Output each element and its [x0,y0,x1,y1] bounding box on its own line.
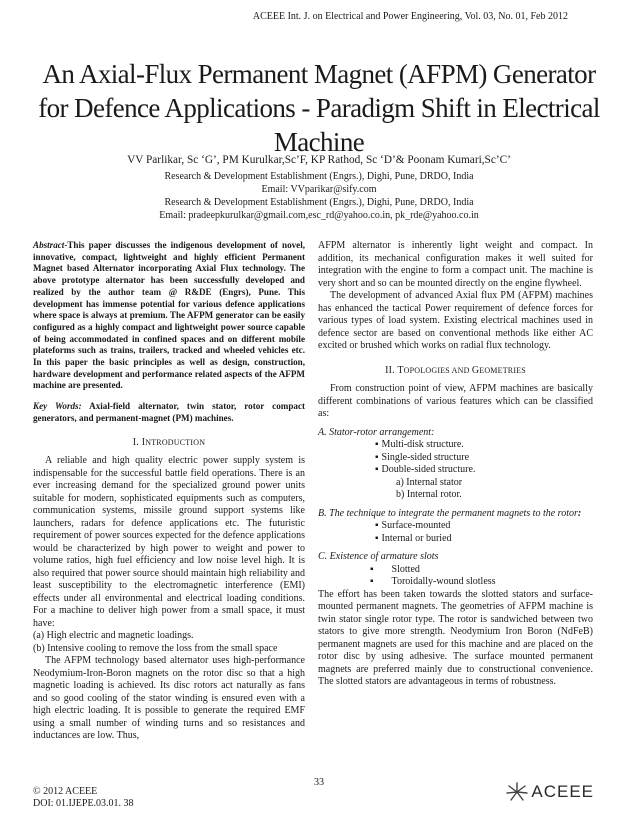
body-paragraph: The development of advanced Axial flux PM (AFPM) machines has enhanced the tactical Power requirement of defence forces for various types of load system. Existing electrical machines used in defence sector are based on conventional methods like either AC excited or brushed which works on radial flux technology. [318,290,593,351]
bullet-item: ▪ Multi-disk structure. [375,439,593,452]
list-item: (a) High electric and magnetic loadings. [33,630,194,642]
subsection-heading-b-colon: : [577,507,582,519]
section-numeral: II. T [385,364,404,376]
aceee-logo [505,781,594,803]
bullet-item: ▪ Slotted [370,564,593,577]
email-2: Email: pradeepkurulkar@gmail.com,esc_rd@yahoo.co.in, pk_rde@yahoo.co.in [159,210,479,221]
subsection-heading-b [318,508,593,521]
section-heading-introduction [33,437,305,450]
section-title: NTRODUCTION [145,437,206,447]
bullet-item: ▪ Internal or buried [375,533,593,546]
keywords-text: Axial-field alternator, twin stator, rotor compact generators, and permanent-magnet (PM) machines. [33,401,306,423]
page-number: 33 [314,777,324,788]
sub-list-item: b) Internal rotor. [396,489,462,500]
abstract-lead: Abstract- [33,240,68,250]
title-line-1: An Axial-Flux Permanent Magnet (AFPM) Generator [42,59,596,89]
logo-text: ACEEE [531,782,594,801]
abstract-text: This paper discusses the indigenous development of novel, innovative, compact, lightweight and highly efficient Permanent Magnet based Alternator incorporating Axial Flux technology. The above prototype alternator has been successfully developed and realized by the author team @ R&DE (Engrs), Pune. This development has immense potential for various defence applications where space is always at premium. The AFPM generator can be easily configured as a highly compact and lightweight power source capable of being accommodated in confined spaces and on different mobile plateforms such as trains, trailers, tracked and wheeled vehicles etc. In this paper the basic principles as well as design, construction, hardware development and performance related aspects of the AFPM machine are presented. [33,240,305,391]
section-title-part: G [471,364,480,376]
email-1: Email: VVparikar@sify.com [261,184,377,195]
title-line-2: for Defence Applications - Paradigm Shift in Electrical [38,93,600,123]
bullet-list-c [370,564,593,589]
bullet-item: ▪ Toroidally-wound slotless [370,576,593,589]
keywords-lead: Key Words: [33,401,82,412]
title-line-3: Machine [273,127,365,157]
affiliation-2: Research & Development Establishment (Engrs.), Dighi, Pune, DRDO, India [164,197,474,208]
section-heading-topologies [318,365,593,378]
body-paragraph: From construction point of view, AFPM machines are basically different combinations of various features which can be classified as: [318,383,593,419]
intro-paragraph-1: A reliable and high quality electric power supply system is indispensable for the successful battle field operations. There is an ever increasing demand for the specialized ground power units suitable for modern, sophisticated equipments such as computers, communication systems, missile ground support systems like launchers, radars for defence applications etc. The futuristic requirement of power sources expected for the defence applications would be characterized by high power to weight and power to volume ratios, high fuel efficiency and low noise level high. It is also required that power source should maintain high reliability and least susceptibility to the electromagnetic interference (EMI) effects under all environmental and electrical loading conditions. For a machine to deliver high power from a small space, it must have: [33,455,305,629]
footer-info [33,786,134,810]
logo-star-icon [505,781,529,803]
paper-title [0,57,638,159]
subsection-heading-a: A. Stator-rotor arrangement: [318,426,435,438]
bullet-item: ▪ Surface-mounted [375,520,593,533]
sub-list-item: a) Internal stator [396,476,463,488]
author-list: VV Parlikar, Sc ‘G’, PM Kurulkar,Sc’F, KP Rathod, Sc ‘D’& Poonam Kumari,Sc’C’ [127,154,511,166]
body-paragraph: AFPM alternator is inherently light weight and compact. In addition, its mechanical configuration makes it well suited for integration with the engine to form a compact unit. The machine is very short and so can be mounted directly on the engine flywheel. [318,240,593,289]
bullet-item: ▪ Double-sided structure. [375,464,593,477]
journal-header: ACEEE Int. J. on Electrical and Power Engineering, Vol. 03, No. 01, Feb 2012 [252,11,568,22]
copyright: © 2012 ACEEE [33,786,98,797]
bullet-list-b [375,520,593,545]
section-numeral: I. I [132,436,146,448]
intro-paragraph-2: The AFPM technology based alternator uses high-performance Neodymium-Iron-Boron magnets on the rotor disc so that a high magnetic loading is achieved. Its disc rotors act naturally as fans and so good cooling of the stator winding is ensured even with a high electric loading. It is possible to generate the required EMF using a small number of winding turns and so resistances and inductances are low. Thus, [33,655,305,742]
body-paragraph: The effort has been taken towards the slotted stators and surface-mounted permanent magnets. The geometries of AFPM machine is twin stator single rotor type. The rotor is sandwiched between two stators to give more strength. Neodymium Iron Boron (NdFeB) permanent magnets are used for this machine and are placed on the rotor disc by using adhesive. The surface mounted permanent magnets are preferred mainly due to constructional convenience. The slotted stators are advantageous in terms of robustness. [318,588,593,687]
subsection-heading-c: C. Existence of armature slots [318,551,439,562]
affiliation-1: Research & Development Establishment (Engrs.), Dighi, Pune, DRDO, India [164,171,474,182]
section-title-part: OPOLOGIES AND [403,365,472,375]
list-item: (b) Intensive cooling to remove the loss from the small space [33,642,278,654]
right-column [318,240,593,689]
bullet-list-a [375,439,593,477]
left-column [33,240,305,743]
section-title-part: EOMETRIES [479,365,526,375]
sub-list-a [396,477,593,502]
keywords [33,401,305,424]
subsection-heading-b-text: B. The technique to integrate the permanent magnets to the rotor [318,507,578,519]
abstract [33,240,305,392]
doi: DOI: 01.IJEPE.03.01. 38 [33,798,134,809]
bullet-item: ▪ Single-sided structure [375,452,593,465]
